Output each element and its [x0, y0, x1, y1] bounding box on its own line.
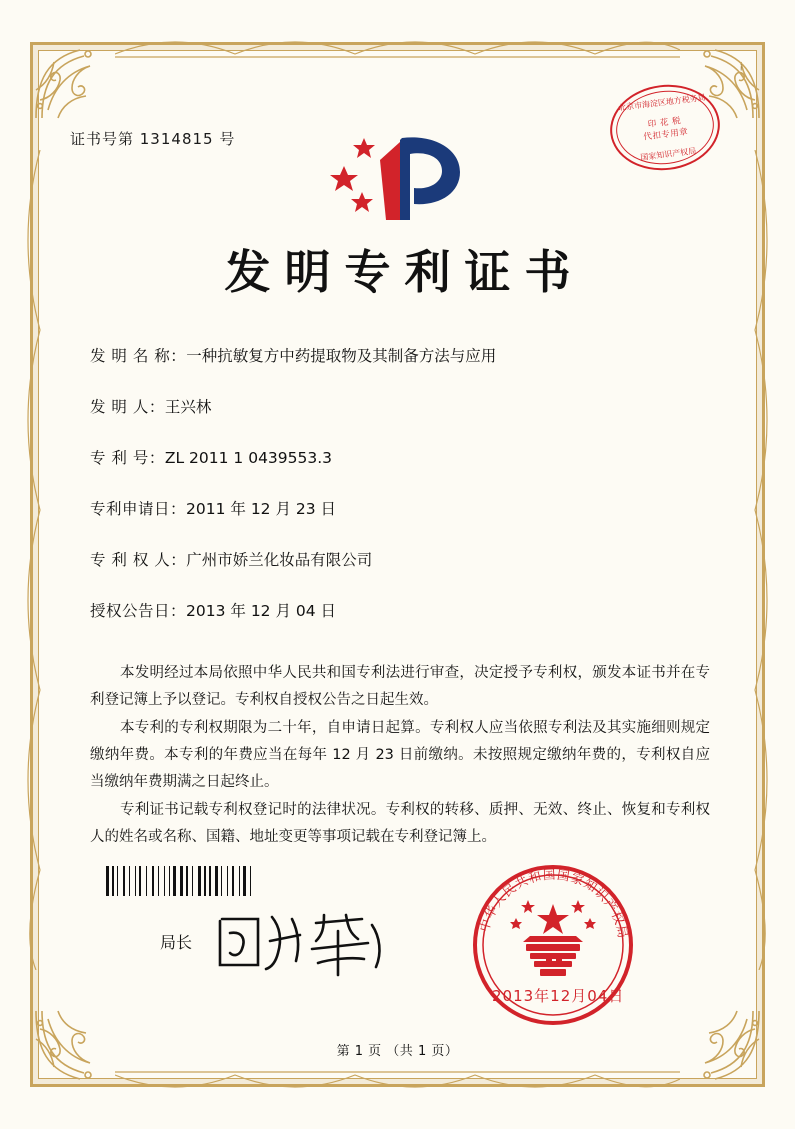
- svg-text:中华人民共和国国家知识产权局: 中华人民共和国国家知识产权局: [476, 866, 631, 941]
- field-value: 王兴林: [164, 398, 212, 416]
- field-value: 2011 年 12 月 23 日: [186, 500, 337, 518]
- page-footer: 第 1 页 （共 1 页）: [336, 1044, 459, 1059]
- body-paragraph: 本发明经过本局依照中华人民共和国专利法进行审查，决定授予专利权，颁发本证书并在专利登记簿上予以登记。专利权自授权公告之日起生效。: [90, 665, 710, 708]
- field-label: 发 明 人：: [90, 398, 165, 416]
- tax-stamp-line1: 印 花 税: [647, 116, 682, 131]
- body-paragraph: 专利证书记载专利权登记时的法律状况。专利权的转移、质押、无效、终止、恢复和专利权人的姓名或名称、国籍、地址变更等事项记载在专利登记簿上。: [90, 802, 710, 845]
- field-invention-name: [90, 344, 710, 366]
- director-label: 局长: [160, 933, 193, 952]
- sipo-logo-icon: [328, 120, 473, 225]
- page-title: 发明专利证书: [224, 245, 585, 299]
- field-application-date: [90, 497, 710, 519]
- field-label: 专 利 权 人：: [90, 551, 187, 569]
- field-label: 专 利 号：: [90, 449, 165, 467]
- field-value: 一种抗敏复方中药提取物及其制备方法与应用: [186, 347, 497, 365]
- field-inventor: [90, 395, 710, 417]
- body-paragraph: 本专利的专利权期限为二十年，自申请日起算。专利权人应当依照专利法及其实施细则规定缴纳年费。本专利的年费应当在每年 12 月 23 日前缴纳。未按照规定缴纳年费的，专利权自应当缴纳年费期满之日起终止。: [90, 720, 710, 790]
- field-value: ZL 2011 1 0439553.3: [164, 449, 333, 467]
- field-patent-number: [90, 446, 710, 468]
- tax-stamp-arc-top: 北京市海淀区地方税务局: [617, 92, 707, 113]
- seal-date: 2013年12月04日: [492, 987, 625, 1005]
- certificate-number: 证书号第 1314815 号: [70, 130, 236, 148]
- field-label: 授权公告日：: [90, 602, 187, 620]
- field-label: 专利申请日：: [90, 500, 187, 518]
- field-label: 发 明 名 称：: [90, 347, 187, 365]
- barcode: [106, 866, 316, 896]
- director-signature: [212, 905, 392, 980]
- field-value: 2013 年 12 月 04 日: [186, 602, 337, 620]
- certificate-body: [90, 660, 710, 852]
- field-value: 广州市娇兰化妆品有限公司: [186, 551, 373, 569]
- certificate-fields: [90, 344, 710, 650]
- field-patentee: [90, 548, 710, 570]
- tax-stamp: [605, 79, 725, 177]
- page-side-mark: ¡: [739, 62, 743, 72]
- tax-stamp-arc-bottom: 国家知识产权局: [639, 146, 697, 163]
- field-grant-date: [90, 599, 710, 621]
- tax-stamp-line2: 代扣专用章: [642, 127, 689, 143]
